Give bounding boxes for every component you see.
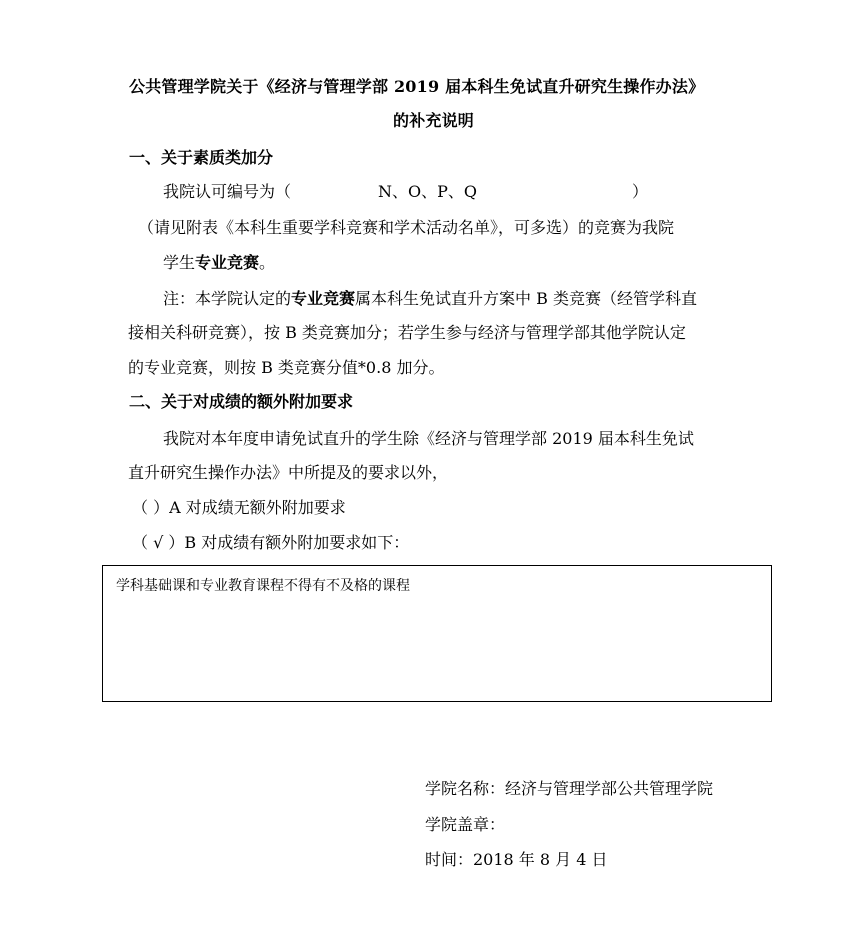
requirement-box (102, 565, 772, 702)
section1-p3-suffix: 。 (259, 253, 276, 272)
option-b: （ √ ）B 对成绩有额外附加要求如下： (132, 533, 410, 552)
note-suffix: 属本科生免试直升方案中 B 类竞赛（经管学科直 (355, 289, 697, 308)
section1-note-line2: 接相关科研竞赛），按 B 类竞赛加分；若学生参与经济与管理学部其他学院认定 (128, 323, 686, 342)
college-seal: 学院盖章： (425, 815, 506, 834)
section1-p1-prefix: 我院认可编号为（ (163, 182, 292, 201)
section2-p1: 我院对本年度申请免试直升的学生除《经济与管理学部 2019 届本科生免试 (163, 429, 694, 448)
section2-heading: 二、关于对成绩的额外附加要求 (129, 392, 354, 411)
competition-codes: N、O、P、Q (378, 182, 478, 201)
document-date: 时间：2018 年 8 月 4 日 (425, 850, 608, 869)
section1-p3-bold: 专业竞赛 (195, 253, 260, 272)
note-bold: 专业竞赛 (291, 289, 356, 308)
section1-p1-close: ） (632, 182, 649, 201)
section1-p3 (163, 250, 275, 273)
document-title-line2: 的补充说明 (393, 111, 475, 130)
section2-p2: 直升研究生操作办法》中所提及的要求以外， (128, 463, 449, 482)
document-title-line1: 公共管理学院关于《经济与管理学部 2019 届本科生免试直升研究生操作办法》 (129, 77, 705, 96)
option-a: （ ）A 对成绩无额外附加要求 (132, 498, 346, 517)
requirement-text: 学科基础课和专业教育课程不得有不及格的课程 (116, 578, 410, 594)
section1-heading: 一、关于素质类加分 (129, 148, 274, 167)
section1-p2: （请见附表《本科生重要学科竞赛和学术活动名单》，可多选）的竞赛为我院 (138, 218, 675, 237)
college-name: 学院名称：经济与管理学部公共管理学院 (425, 779, 714, 798)
note-prefix: 注：本学院认定的 (163, 289, 292, 308)
section1-note-line3: 的专业竞赛，则按 B 类竞赛分值*0.8 加分。 (128, 358, 445, 377)
section1-note-line1 (163, 286, 697, 309)
section1-p3-prefix: 学生 (163, 253, 196, 272)
